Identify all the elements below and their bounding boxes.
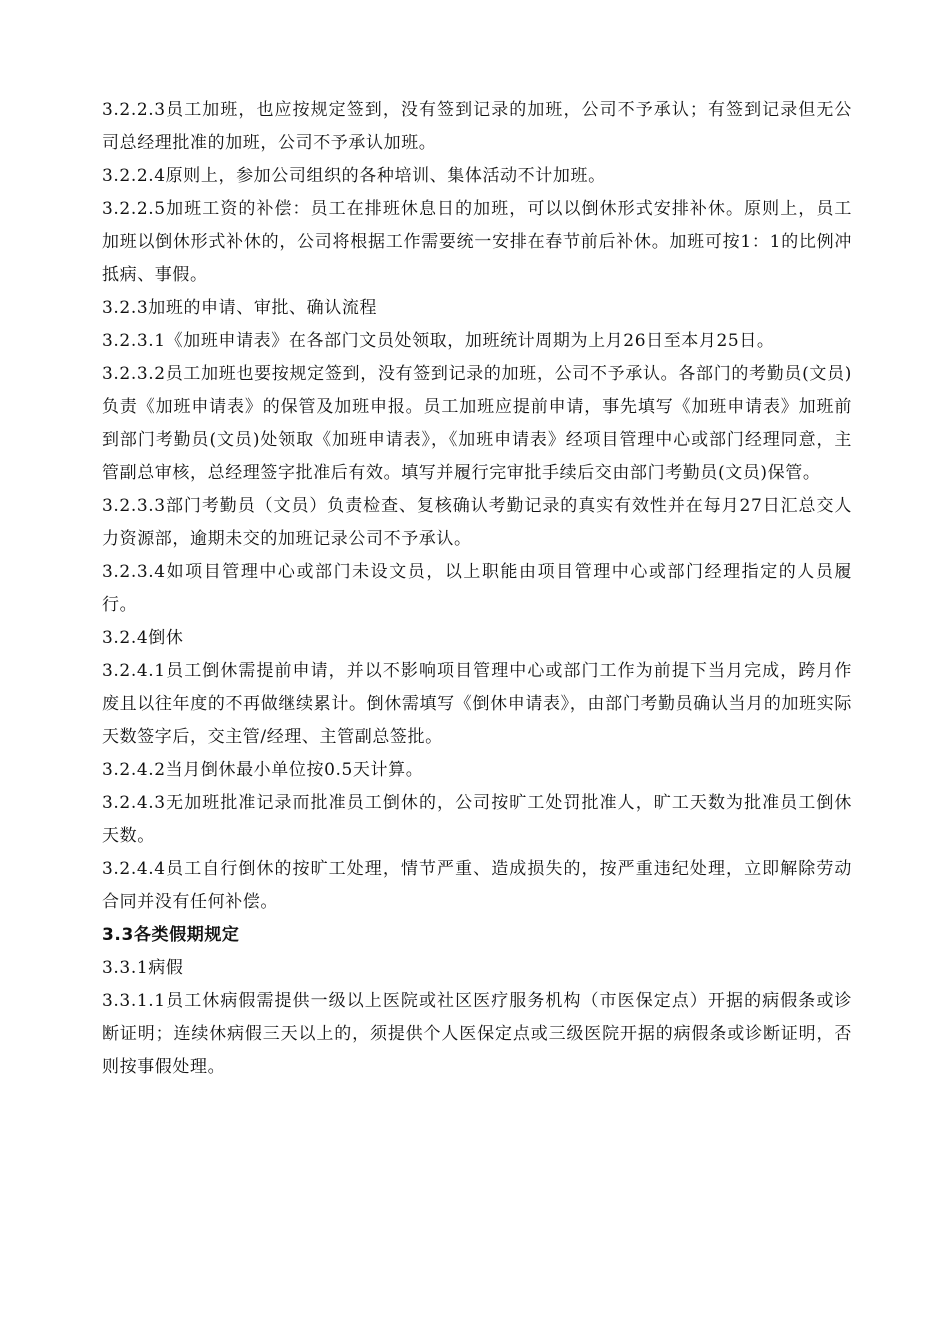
document-page	[102, 94, 852, 1084]
paragraph-3-3-1-1: 3.3.1.1员工休病假需提供一级以上医院或社区医疗服务机构（市医保定点）开据的病假条或诊断证明；连续休病假三天以上的，须提供个人医保定点或三级医院开据的病假条或诊断证明，否则按事假处理。	[102, 991, 852, 1077]
paragraph-3-2-4-3: 3.2.4.3无加班批准记录而批准员工倒休的，公司按旷工处罚批准人，旷工天数为批准员工倒休天数。	[102, 793, 852, 846]
heading-3-3-1: 3.3.1病假	[102, 958, 184, 978]
paragraph-3-2-2-3: 3.2.2.3员工加班，也应按规定签到，没有签到记录的加班，公司不予承认；有签到记录但无公司总经理批准的加班，公司不予承认加班。	[102, 100, 852, 153]
paragraph-3-2-2-5: 3.2.2.5加班工资的补偿：员工在排班休息日的加班，可以以倒休形式安排补休。原则上，员工加班以倒休形式补休的，公司将根据工作需要统一安排在春节前后补休。加班可按1：1的比例冲抵病、事假。	[102, 199, 852, 285]
heading-3-2-4: 3.2.4倒休	[102, 628, 184, 648]
paragraph-3-2-3-1: 3.2.3.1《加班申请表》在各部门文员处领取，加班统计周期为上月26日至本月25日。	[102, 331, 775, 351]
paragraph-3-2-3-2: 3.2.3.2员工加班也要按规定签到，没有签到记录的加班，公司不予承认。各部门的考勤员(文员)负责《加班申请表》的保管及加班申报。员工加班应提前申请，事先填写《加班申请表》加班前到部门考勤员(文员)处领取《加班申请表》，《加班申请表》经项目管理中心或部门经理同意，主管副总审核，总经理签字批准后有效。填写并履行完审批手续后交由部门考勤员(文员)保管。	[102, 364, 852, 483]
paragraph-3-2-2-4: 3.2.2.4原则上，参加公司组织的各种培训、集体活动不计加班。	[102, 166, 606, 186]
paragraph-3-2-3-3: 3.2.3.3部门考勤员（文员）负责检查、复核确认考勤记录的真实有效性并在每月27日汇总交人力资源部，逾期未交的加班记录公司不予承认。	[102, 496, 852, 549]
paragraph-3-2-4-2: 3.2.4.2当月倒休最小单位按0.5天计算。	[102, 760, 424, 780]
paragraph-3-2-4-4: 3.2.4.4员工自行倒休的按旷工处理，情节严重、造成损失的，按严重违纪处理，立即解除劳动合同并没有任何补偿。	[102, 859, 852, 912]
heading-3-2-3: 3.2.3加班的申请、审批、确认流程	[102, 298, 378, 318]
paragraph-3-2-4-1: 3.2.4.1员工倒休需提前申请，并以不影响项目管理中心或部门工作为前提下当月完成，跨月作废且以往年度的不再做继续累计。倒休需填写《倒休申请表》，由部门考勤员确认当月的加班实际天数签字后，交主管/经理、主管副总签批。	[102, 661, 852, 747]
section-heading-3-3: 3.3各类假期规定	[102, 925, 240, 945]
paragraph-3-2-3-4: 3.2.3.4如项目管理中心或部门未设文员，以上职能由项目管理中心或部门经理指定的人员履行。	[102, 562, 852, 615]
